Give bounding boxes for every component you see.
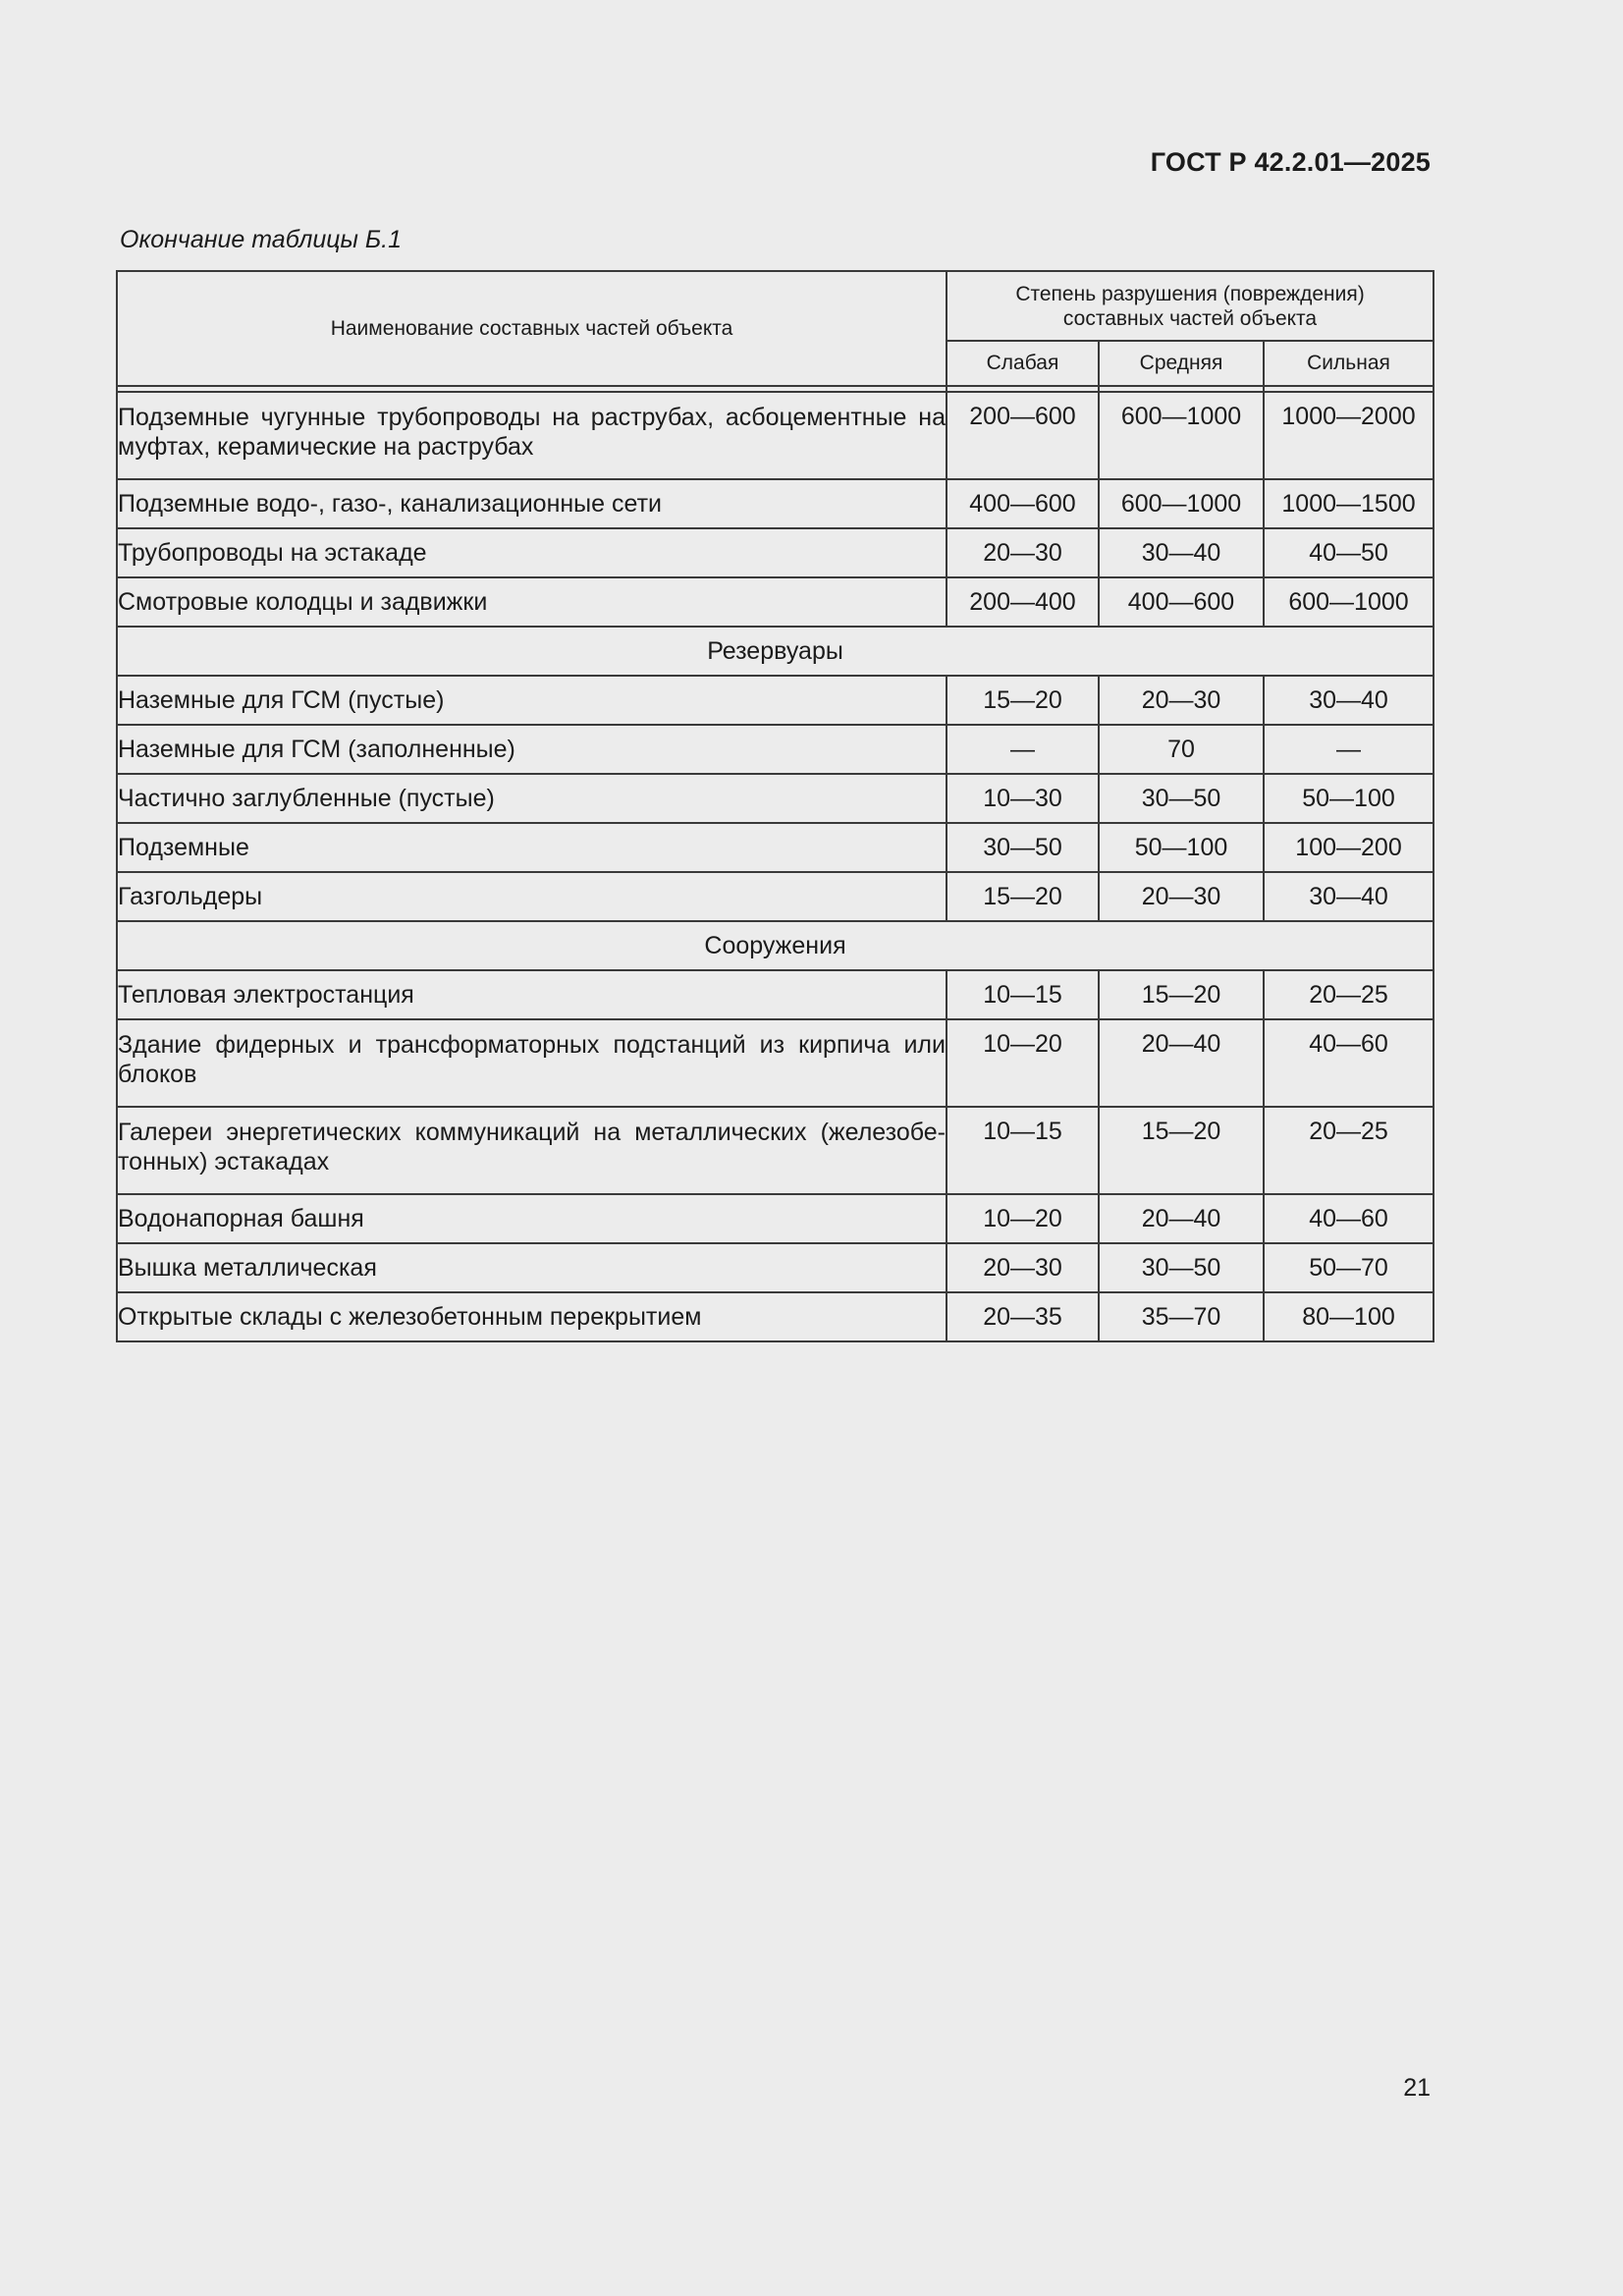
page-number: 21: [1403, 2074, 1431, 2102]
row-name: Смотровые колодцы и задвижки: [117, 577, 947, 627]
row-name: Тепловая электростанция: [117, 970, 947, 1019]
value-strong: 20—25: [1264, 1107, 1434, 1194]
table-row: [117, 676, 1434, 725]
value-medium: 35—70: [1099, 1292, 1264, 1341]
value-weak: 15—20: [947, 676, 1099, 725]
row-name: Подземные: [117, 823, 947, 872]
table-row: [117, 1292, 1434, 1341]
value-strong: 20—25: [1264, 970, 1434, 1019]
table-row: [117, 823, 1434, 872]
value-weak: 20—30: [947, 528, 1099, 577]
value-weak: 10—20: [947, 1194, 1099, 1243]
header-damage-degree: [947, 271, 1434, 341]
row-name: Частично заглубленные (пустые): [117, 774, 947, 823]
section-row: [117, 921, 1434, 970]
value-weak: 10—15: [947, 970, 1099, 1019]
table-row: [117, 872, 1434, 921]
value-strong: 600—1000: [1264, 577, 1434, 627]
value-strong: 50—70: [1264, 1243, 1434, 1292]
value-medium: 20—40: [1099, 1194, 1264, 1243]
table-caption: Окончание таблицы Б.1: [120, 226, 402, 253]
value-weak: 10—15: [947, 1107, 1099, 1194]
value-weak: 20—30: [947, 1243, 1099, 1292]
header-damage-degree-line2: составных частей объекта: [1062, 306, 1318, 330]
value-strong: 1000—1500: [1264, 479, 1434, 528]
row-name: Наземные для ГСМ (пустые): [117, 676, 947, 725]
header-medium: Средняя: [1099, 341, 1264, 386]
value-strong: 30—40: [1264, 872, 1434, 921]
header-damage-degree-line1: Степень разрушения (повреждения): [1015, 282, 1365, 305]
value-strong: 40—60: [1264, 1194, 1434, 1243]
section-row: [117, 627, 1434, 676]
value-weak: 20—35: [947, 1292, 1099, 1341]
table-row: [117, 725, 1434, 774]
value-weak: —: [947, 725, 1099, 774]
row-name: Подземные водо-, газо-, канализационные сети: [117, 479, 947, 528]
value-strong: 100—200: [1264, 823, 1434, 872]
value-weak: 10—20: [947, 1019, 1099, 1107]
value-strong: 30—40: [1264, 676, 1434, 725]
value-medium: 400—600: [1099, 577, 1264, 627]
value-weak: 10—30: [947, 774, 1099, 823]
value-medium: 70: [1099, 725, 1264, 774]
table-row: [117, 1107, 1434, 1194]
header-strong: Сильная: [1264, 341, 1434, 386]
value-medium: 50—100: [1099, 823, 1264, 872]
value-medium: 600—1000: [1099, 479, 1264, 528]
row-name: Наземные для ГСМ (заполненные): [117, 725, 947, 774]
table-row: [117, 528, 1434, 577]
table-row: [117, 1194, 1434, 1243]
row-name: Здание фидерных и трансформаторных подстанций из кирпича или блоков: [117, 1019, 947, 1107]
value-weak: 400—600: [947, 479, 1099, 528]
value-medium: 20—40: [1099, 1019, 1264, 1107]
value-strong: 50—100: [1264, 774, 1434, 823]
value-medium: 30—50: [1099, 774, 1264, 823]
value-strong: 40—50: [1264, 528, 1434, 577]
value-weak: 200—600: [947, 392, 1099, 479]
table-row: [117, 1243, 1434, 1292]
value-medium: 15—20: [1099, 970, 1264, 1019]
table-row: [117, 392, 1434, 479]
table-row: [117, 577, 1434, 627]
value-medium: 20—30: [1099, 872, 1264, 921]
table-row: [117, 970, 1434, 1019]
value-medium: 20—30: [1099, 676, 1264, 725]
value-weak: 30—50: [947, 823, 1099, 872]
value-weak: 200—400: [947, 577, 1099, 627]
value-medium: 15—20: [1099, 1107, 1264, 1194]
value-weak: 15—20: [947, 872, 1099, 921]
row-name: Вышка металлическая: [117, 1243, 947, 1292]
row-name: Подземные чугунные трубопроводы на раструбах, асбоцементные на муфтах, керамические на раструбах: [117, 392, 947, 479]
value-medium: 30—50: [1099, 1243, 1264, 1292]
table-row: [117, 774, 1434, 823]
section-title-reservoirs: Резервуары: [117, 627, 1434, 676]
table-row: [117, 479, 1434, 528]
value-medium: 30—40: [1099, 528, 1264, 577]
value-strong: 40—60: [1264, 1019, 1434, 1107]
value-strong: 1000—2000: [1264, 392, 1434, 479]
document-code: ГОСТ Р 42.2.01—2025: [1150, 147, 1431, 177]
header-component-name: Наименование составных частей объекта: [117, 271, 947, 386]
value-strong: 80—100: [1264, 1292, 1434, 1341]
damage-degree-table: [116, 270, 1434, 1342]
row-name: Галереи энергетических коммуникаций на металлических (железобе-тонных) эстакадах: [117, 1107, 947, 1194]
row-name: Водонапорная башня: [117, 1194, 947, 1243]
row-name: Трубопроводы на эстакаде: [117, 528, 947, 577]
row-name: Газгольдеры: [117, 872, 947, 921]
row-name: Открытые склады с железобетонным перекрытием: [117, 1292, 947, 1341]
section-title-structures: Сооружения: [117, 921, 1434, 970]
value-strong: —: [1264, 725, 1434, 774]
value-medium: 600—1000: [1099, 392, 1264, 479]
header-weak: Слабая: [947, 341, 1099, 386]
table-row: [117, 1019, 1434, 1107]
